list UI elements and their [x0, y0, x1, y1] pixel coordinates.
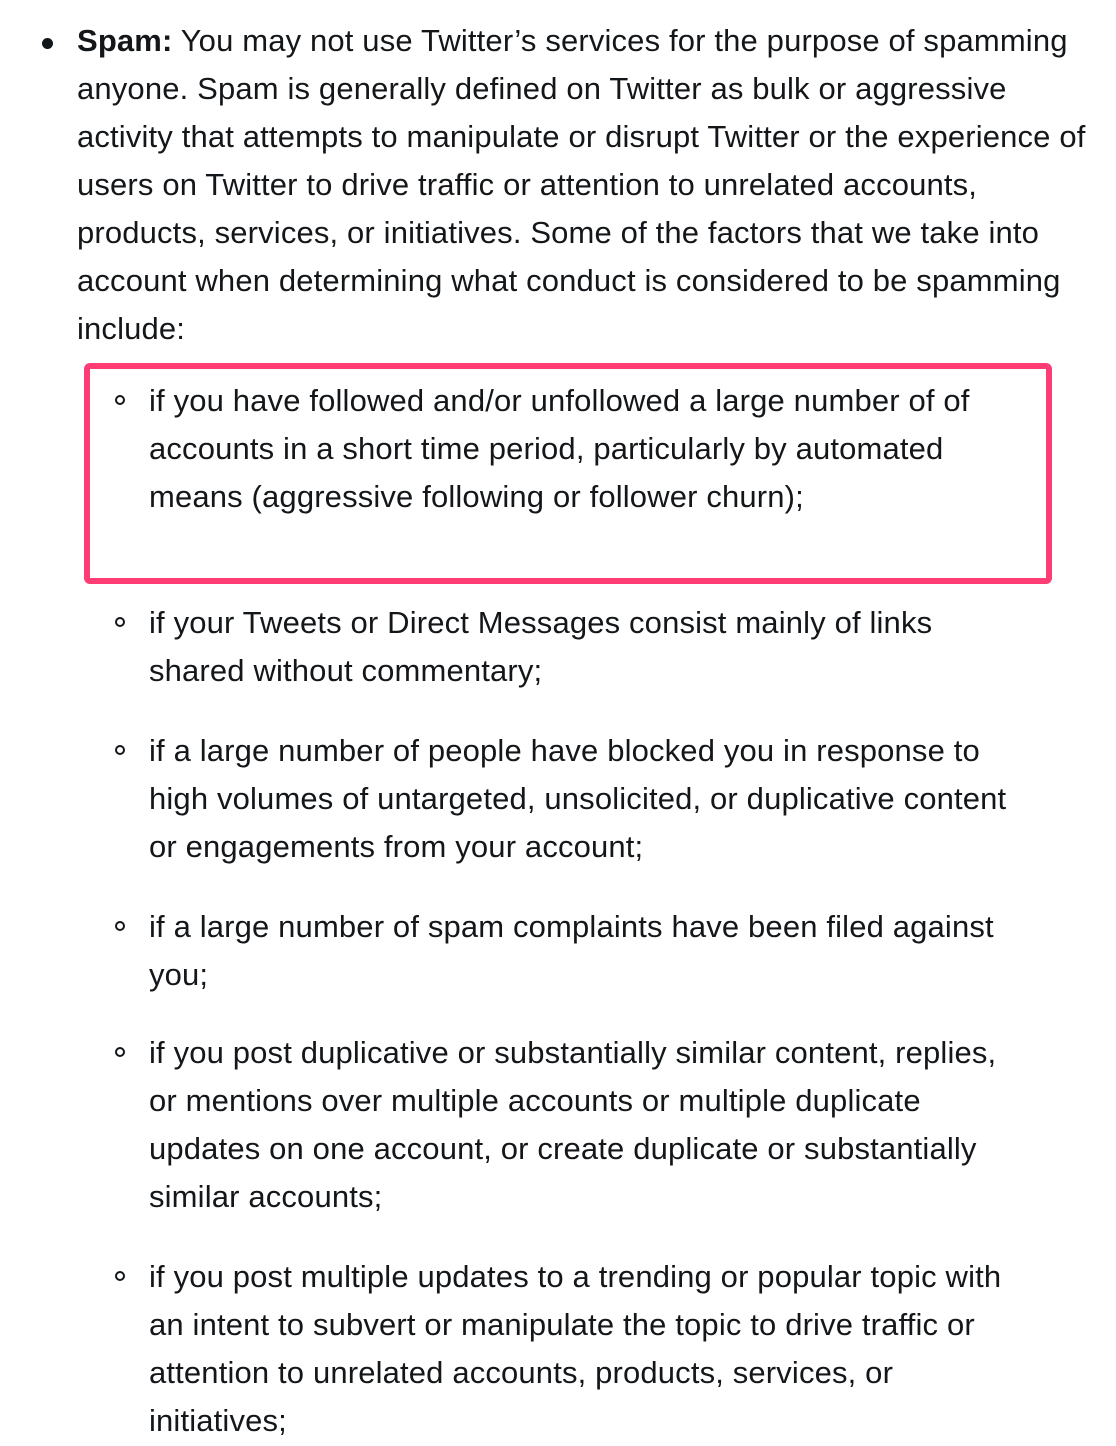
spam-rule-description: You may not use Twitter’s services for the purpose of spamming anyone. Spam is generally defined on Twitter as bulk or aggressive activity that attempts to manipulate or disrupt Twitter or the experience of users on Twitter to drive traffic or attention to unrelated accounts, products, services, or initiatives. Some of the factors that we take into account when determining what conduct is considered to be spamming include:: [77, 23, 1086, 346]
spam-rule-intro: [77, 17, 1107, 353]
circle-bullet-icon: [115, 1271, 125, 1281]
factor-text: if a large number of people have blocked you in response to high volumes of untargeted, unsolicited, or duplicative content or engagements from your account;: [149, 733, 1007, 864]
circle-bullet-icon: [115, 617, 125, 627]
spam-rule-bullet: [42, 38, 53, 49]
factor-text: if you post multiple updates to a trending or popular topic with an intent to subvert or manipulate the topic to drive traffic or attention to unrelated accounts, products, services, or initiatives;: [149, 1259, 1002, 1438]
list-item: [149, 599, 1029, 695]
list-item: [149, 903, 1029, 999]
factor-text: if your Tweets or Direct Messages consist mainly of links shared without commentary;: [149, 605, 933, 688]
circle-bullet-icon: [115, 745, 125, 755]
list-item: [149, 727, 1029, 871]
factor-text: if you post duplicative or substantially similar content, replies, or mentions over multiple accounts or multiple duplicate updates on one account, or create duplicate or substantially similar accounts;: [149, 1035, 997, 1214]
spam-rule-term: Spam:: [77, 23, 173, 58]
list-item: [149, 1253, 1029, 1445]
factor-text: if a large number of spam complaints have been filed against you;: [149, 909, 994, 992]
highlight-box: [84, 363, 1052, 584]
factor-text: if you have followed and/or unfollowed a large number of of accounts in a short time period, particularly by automated means (aggressive following or follower churn);: [149, 383, 970, 514]
circle-bullet-icon: [115, 921, 125, 931]
list-item: [149, 1029, 1029, 1221]
circle-bullet-icon: [115, 1047, 125, 1057]
